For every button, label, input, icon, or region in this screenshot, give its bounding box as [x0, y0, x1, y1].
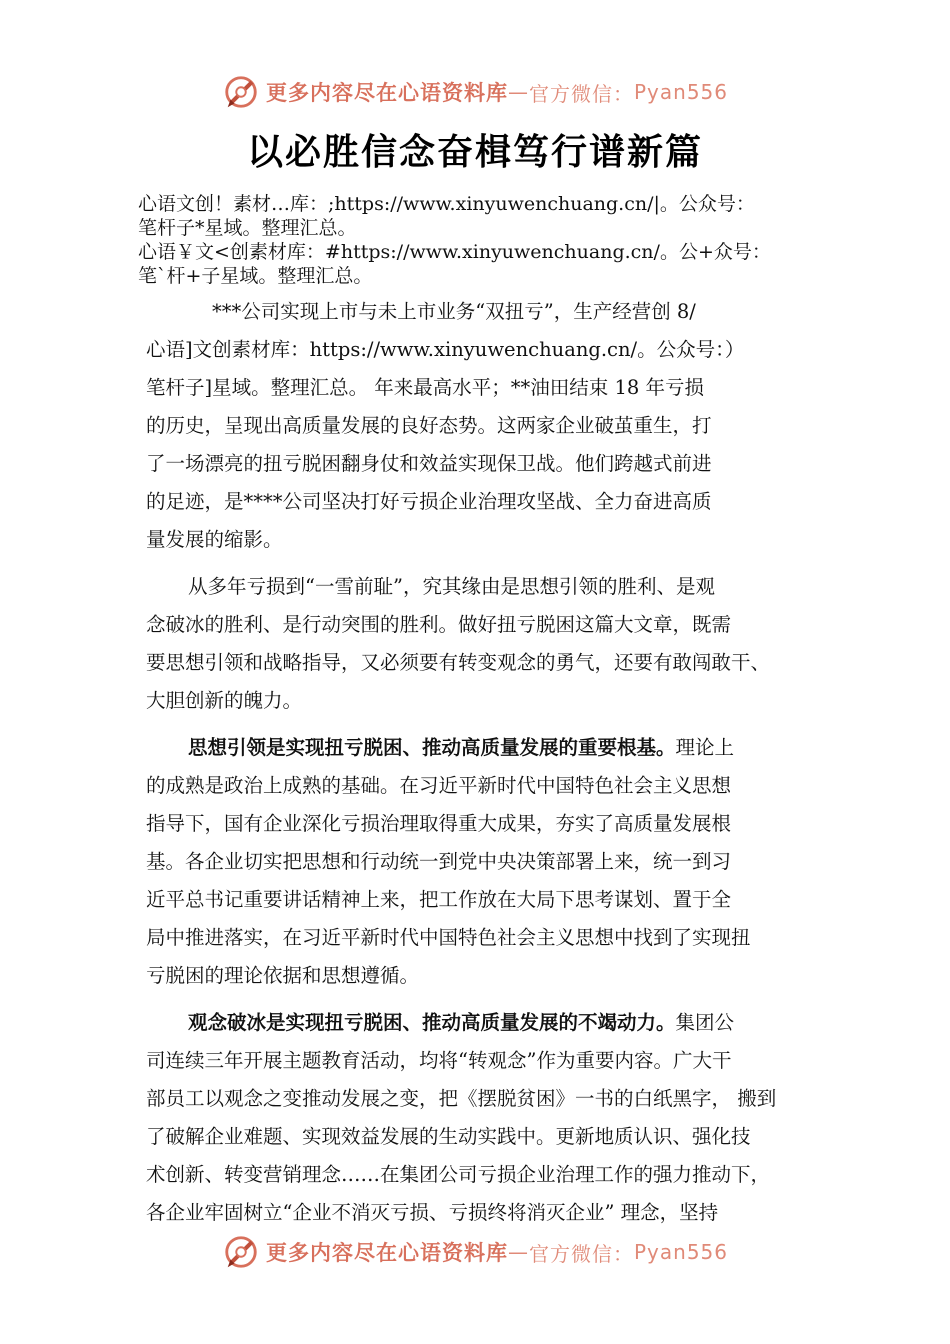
watermark-line: 笔杆子*星域。整理汇总。 — [138, 217, 357, 239]
text-line: 术创新、转变营销理念……在集团公司亏损企业治理工作的强力推动下， — [146, 1163, 771, 1186]
text-line: 心语]文创素材库：https://www.xinyuwenchuang.cn/。公众号：） — [146, 338, 745, 361]
footer-banner — [0, 1230, 950, 1274]
lead-rest: 集团公 — [675, 1011, 735, 1034]
lead-rest: 理论上 — [675, 736, 735, 759]
text-line: 亏脱困的理论依据和思想遵循。 — [146, 964, 420, 987]
text-line: 量发展的缩影。 — [146, 528, 283, 551]
banner-dash: — — [507, 1240, 529, 1264]
text-line: ***公司实现上市与未上市业务“双扭亏”，生产经营创 8/ — [212, 300, 696, 323]
bold-lead: 观念破冰是实现扭亏脱困、推动高质量发展的不竭动力。 — [188, 1011, 676, 1034]
banner-main-text: 更多内容尽在心语资料库 — [265, 1241, 508, 1265]
text-line: 从多年亏损到“一雪前耻”，究其缘由是思想引领的胜利、是观 — [188, 575, 715, 598]
text-line: 局中推进落实，在习近平新时代中国特色社会主义思想中找到了实现扭 — [146, 926, 751, 949]
text-line: 了一场漂亮的扭亏脱困翻身仗和效益实现保卫战。他们跨越式前进 — [146, 452, 712, 475]
text-line: 部员工以观念之变推动发展之变，把《摆脱贫困》一书的白纸黑字， 搬到 — [146, 1087, 777, 1110]
banner-main-text: 更多内容尽在心语资料库 — [265, 81, 508, 105]
article-body — [146, 293, 826, 1232]
text-line: 笔杆子]星域。整理汇总。 年来最高水平；**油田结束 18 年亏损 — [146, 376, 705, 399]
banner-sub-text: 官方微信： — [528, 81, 634, 106]
bold-lead: 思想引领是实现扭亏脱困、推动高质量发展的重要根基。 — [188, 736, 676, 759]
text-line: 近平总书记重要讲话精神上来，把工作放在大局下思考谋划、置于全 — [146, 888, 732, 911]
text-line — [146, 1004, 826, 1042]
text-line: 各企业牢固树立“企业不消灭亏损、亏损终将消灭企业” 理念，坚持 — [146, 1201, 719, 1224]
header-banner — [0, 70, 950, 114]
text-line: 念破冰的胜利、是行动突围的胜利。做好扭亏脱困这篇大文章，既需 — [146, 613, 732, 636]
banner-wechat-id: Pyan556 — [633, 1240, 728, 1264]
paragraph-3 — [146, 729, 826, 995]
text-line: 了破解企业难题、实现效益发展的生动实践中。更新地质认识、强化技 — [146, 1125, 751, 1148]
paragraph-1 — [146, 293, 826, 559]
banner-wechat-id: Pyan556 — [633, 80, 728, 104]
text-line — [146, 729, 826, 767]
text-line: 指导下，国有企业深化亏损治理取得重大成果，夯实了高质量发展根 — [146, 812, 732, 835]
text-line: 的历史，呈现出高质量发展的良好态势。这两家企业破茧重生，打 — [146, 414, 712, 437]
pen-logo-icon — [222, 1233, 260, 1271]
text-line: 要思想引领和战略指导，又必须要有转变观念的勇气，还要有敢闯敢干、 — [146, 651, 771, 674]
text-line: 司连续三年开展主题教育活动，均将“转观念”作为重要内容。广大干 — [146, 1049, 732, 1072]
paragraph-4 — [146, 1004, 826, 1232]
page-title: 以必胜信念奋楫笃行谱新篇 — [246, 132, 703, 173]
text-line: 基。各企业切实把思想和行动统一到党中央决策部署上来，统一到习 — [146, 850, 732, 873]
banner-sub-text: 官方微信： — [528, 1241, 634, 1266]
banner-dash: — — [507, 80, 529, 104]
pen-logo-icon — [222, 73, 260, 111]
text-line: 大胆创新的魄力。 — [146, 689, 303, 712]
watermark-block — [138, 192, 828, 288]
text-line: 的足迹，是****公司坚决打好亏损企业治理攻坚战、全力奋进高质 — [146, 490, 712, 513]
paragraph-2 — [146, 568, 826, 720]
watermark-line: 心语文创！素材…库：;https://www.xinyuwenchuang.cn/|。公众号： — [138, 193, 755, 215]
text-line: 的成熟是政治上成熟的基础。在习近平新时代中国特色社会主义思想 — [146, 774, 732, 797]
watermark-line: 笔`杆+子星域。整理汇总。 — [138, 265, 373, 287]
watermark-line: 心语￥文<创素材库：#https://www.xinyuwenchuang.cn/。公+众号： — [138, 241, 771, 263]
